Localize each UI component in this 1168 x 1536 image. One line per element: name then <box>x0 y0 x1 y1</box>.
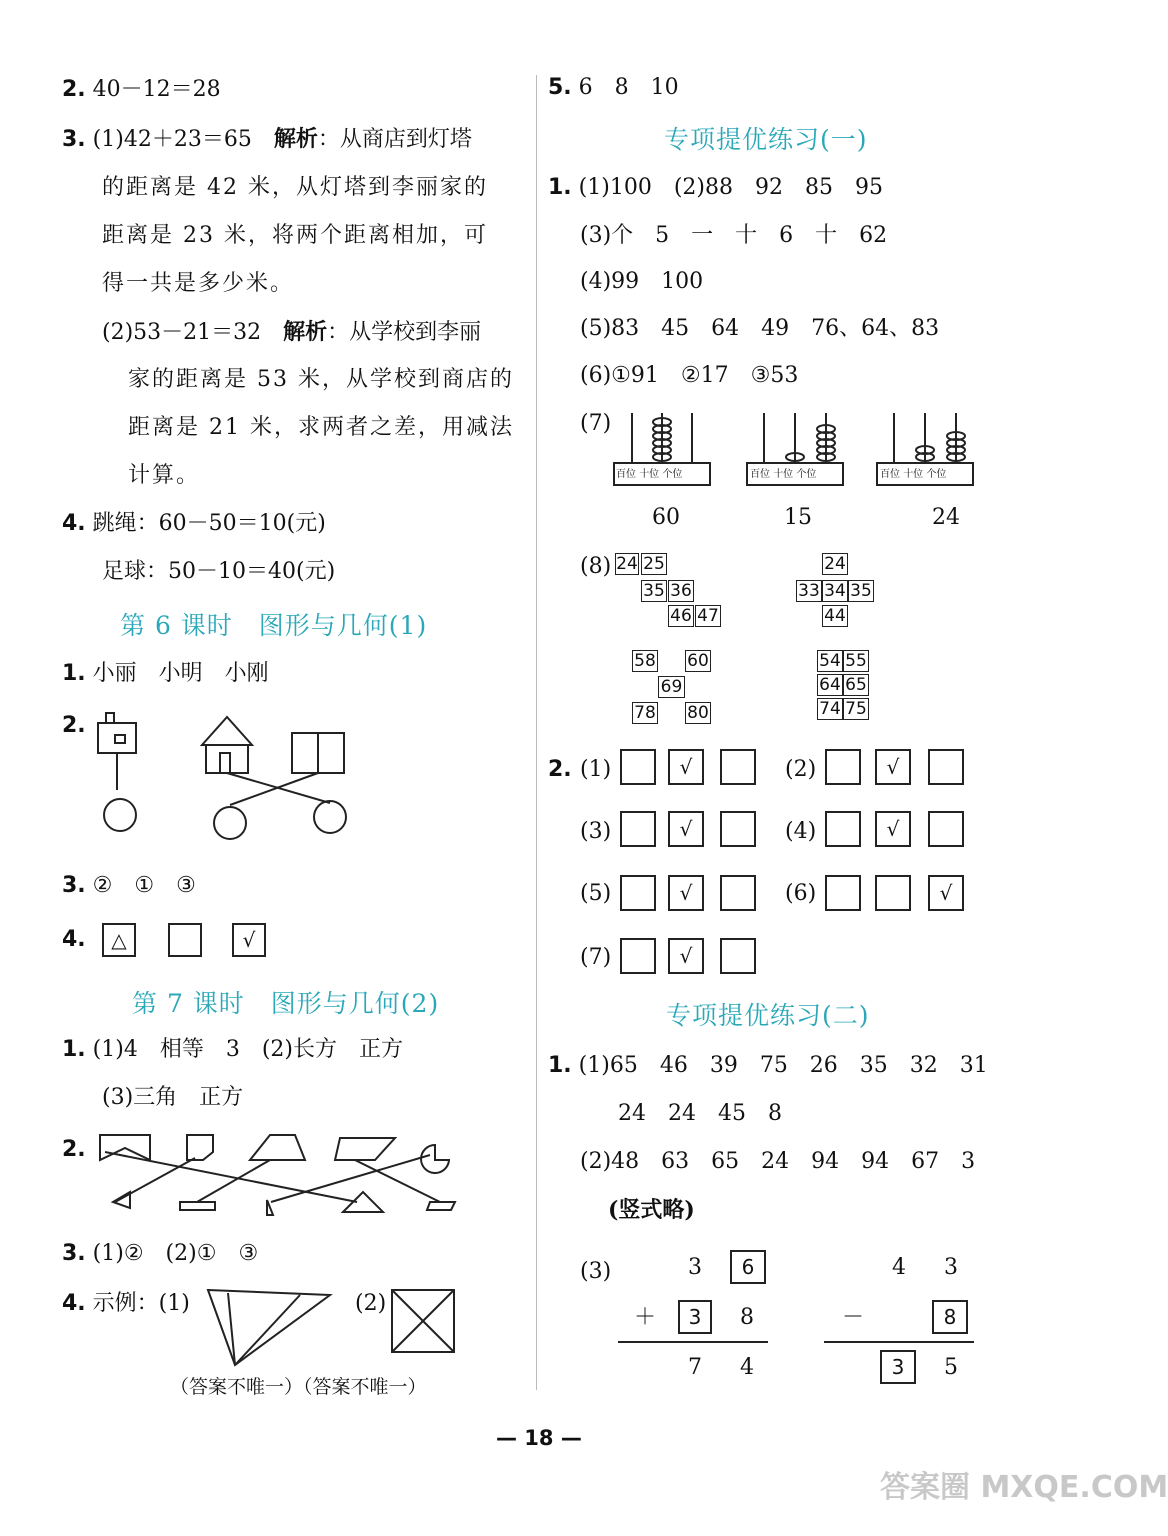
digit: 8 <box>740 1305 754 1330</box>
digit: 7 <box>688 1355 702 1380</box>
left-line-10 <box>62 510 326 538</box>
column-divider <box>536 75 537 1390</box>
line-text: 6 8 10 <box>578 75 679 100</box>
grid-cell: 35 <box>641 580 667 602</box>
item-number: 1. <box>62 661 86 686</box>
abacus-label: 个位 <box>926 469 947 480</box>
grid-cell: 44 <box>822 605 848 627</box>
answer-box <box>928 749 964 785</box>
abacus-label: 百位 <box>616 469 636 480</box>
item-number: 2. <box>548 757 572 782</box>
right-q1-7: (7) <box>580 411 612 436</box>
house-animal-matching-figure <box>90 705 370 855</box>
line-text: ② ① ③ <box>92 873 196 898</box>
s7-q2-number: 2. <box>62 1137 86 1162</box>
digit: 3 <box>891 1355 905 1379</box>
grid-cell: 33 <box>796 580 822 602</box>
check-mark-icon: √ <box>679 944 693 968</box>
item-number: 5. <box>548 75 572 100</box>
grid-cell: 60 <box>685 650 711 672</box>
left-line-4: 距离是 23 米，将两个距离相加，可 <box>102 223 488 248</box>
grid-cell: 65 <box>843 674 869 696</box>
plus-sign: ＋ <box>634 1305 657 1330</box>
item-number: 3. <box>62 873 86 898</box>
analysis-label: 解析 <box>273 126 318 152</box>
abacus-label-row-3 <box>880 465 946 480</box>
s7-q3 <box>62 1240 258 1268</box>
answer-box <box>825 875 861 911</box>
check-mark-icon: √ <box>939 881 953 905</box>
abacus-label: 十位 <box>903 469 924 480</box>
line-text: 示例：(1) <box>92 1291 190 1316</box>
abacus-value: 15 <box>784 505 812 530</box>
divided-shapes-figure <box>200 1285 470 1370</box>
animal-icon-2 <box>214 807 246 839</box>
right-q1-8: (8) <box>580 554 612 579</box>
abacus-label: 百位 <box>880 469 900 480</box>
part-label: (2) <box>785 757 817 782</box>
left-line-11: 足球：50－10＝40(元) <box>102 559 336 584</box>
grid-cell: 46 <box>668 605 694 627</box>
watermark-logo: 答案圈 MXQE.COM <box>880 1470 1168 1505</box>
line-text: (1)65 46 39 75 26 35 32 31 <box>578 1053 988 1078</box>
line-text: (1)4 相等 3 (2)长方 正方 <box>92 1037 403 1062</box>
abacus-label-row-1 <box>616 465 682 480</box>
left-line-8: 距离是 21 米，求两者之差，用减法 <box>128 415 514 440</box>
section-heading-lesson-7: 第 7 课时 图形与几何(2) <box>132 989 440 1018</box>
part-label: (1) <box>580 757 612 782</box>
line-text: ：从学校到李丽 <box>327 320 482 345</box>
answer-box <box>168 923 202 957</box>
answer-box <box>825 811 861 847</box>
animal-icon-1 <box>104 799 136 831</box>
digit: 6 <box>741 1255 755 1279</box>
abacus-value: 60 <box>652 505 680 530</box>
s7-q4 <box>62 1290 190 1318</box>
digit: 4 <box>740 1355 754 1380</box>
check-mark-icon: √ <box>886 755 900 779</box>
answer-box <box>620 749 656 785</box>
s6-q2-number: 2. <box>62 713 86 738</box>
abacus-label: 百位 <box>750 469 770 480</box>
s6-q1 <box>62 660 269 688</box>
grid-cell: 36 <box>668 580 694 602</box>
section-heading-special-1: 专项提优练习(一) <box>664 125 868 154</box>
section-heading-special-2: 专项提优练习(二) <box>666 1001 870 1030</box>
grid-cell: 35 <box>848 580 874 602</box>
right-q1-5: (5)83 45 64 49 76、64、83 <box>580 316 940 341</box>
shape-matching-figure <box>95 1130 475 1220</box>
section-heading-lesson-6: 第 6 课时 图形与几何(1) <box>120 611 428 640</box>
grid-cell: 55 <box>843 650 869 672</box>
line-text: 跳绳：60－50＝10(元) <box>92 511 326 536</box>
right-b1d: (竖式略) <box>608 1197 695 1223</box>
sum-line <box>618 1341 768 1343</box>
grid-cell: 24 <box>616 554 638 574</box>
grid-cell: 34 <box>822 580 848 602</box>
line-text: 小丽 小明 小刚 <box>92 661 269 686</box>
left-line-9: 计算。 <box>128 463 201 488</box>
s6-q3 <box>62 872 196 900</box>
part-label: (3) <box>580 1259 612 1284</box>
line-text: (1)42＋23＝65 <box>92 127 274 152</box>
grid-cell: 80 <box>685 702 711 724</box>
left-line-5: 得一共是多少米。 <box>102 271 295 296</box>
left-line-6 <box>102 318 481 347</box>
s6-q4-number: 4. <box>62 927 86 952</box>
item-number: 1. <box>548 1053 572 1078</box>
s7-q1a <box>62 1036 403 1064</box>
analysis-label: 解析 <box>283 319 328 345</box>
right-q1-1 <box>548 174 883 202</box>
check-mark-icon: √ <box>886 817 900 841</box>
minus-sign: － <box>842 1305 865 1330</box>
answer-box <box>875 875 911 911</box>
tall-house-icon <box>98 723 136 753</box>
grid-cell: 47 <box>695 605 721 627</box>
item-number: 3. <box>62 1241 86 1266</box>
line-text: (2)53－21＝32 <box>102 320 284 345</box>
answer-box <box>720 749 756 785</box>
grid-cell: 78 <box>632 702 658 724</box>
answer-box <box>620 811 656 847</box>
difference-line <box>824 1341 974 1343</box>
part-label: (7) <box>580 945 612 970</box>
item-number: 1. <box>62 1037 86 1062</box>
grid-cell: 25 <box>641 553 667 575</box>
digit: 3 <box>688 1305 702 1329</box>
answer-box <box>620 938 656 974</box>
part-label: (6) <box>785 881 817 906</box>
answer-box <box>720 875 756 911</box>
item-number: 4. <box>62 511 86 536</box>
item-number: 4. <box>62 1291 86 1316</box>
answer-box <box>720 938 756 974</box>
right-b1a <box>548 1052 988 1080</box>
line-text: (1)100 (2)88 92 85 95 <box>578 175 883 200</box>
grid-cell: 54 <box>817 650 843 672</box>
right-b1c: (2)48 63 65 24 94 94 67 3 <box>580 1149 976 1174</box>
check-mark-icon: √ <box>242 928 256 952</box>
answer-not-unique-note: （答案不唯一）（答案不唯一） <box>170 1376 427 1398</box>
left-line-1 <box>62 76 221 104</box>
s7-q4-part-2: (2) <box>355 1291 387 1316</box>
right-q1-6: (6)①91 ②17 ③53 <box>580 363 799 388</box>
answer-box <box>928 811 964 847</box>
abacus-value: 24 <box>932 505 960 530</box>
abacus-label: 个位 <box>796 469 817 480</box>
grid-cell: 75 <box>843 698 869 720</box>
answer-box <box>720 811 756 847</box>
digit: 8 <box>943 1305 957 1329</box>
answer-box <box>825 749 861 785</box>
abacus-label-row-2 <box>750 465 816 480</box>
item-number: 2. <box>62 77 86 102</box>
answer-box <box>620 875 656 911</box>
grid-cell: 64 <box>817 674 843 696</box>
triangle-mark: △ <box>111 928 127 952</box>
right-q1-4: (4)99 100 <box>580 269 704 294</box>
digit: 3 <box>688 1255 702 1280</box>
check-mark-icon: √ <box>679 817 693 841</box>
part-label: (5) <box>580 881 612 906</box>
digit: 4 <box>892 1255 906 1280</box>
animal-icon-3 <box>314 801 346 833</box>
item-number: 3. <box>62 127 86 152</box>
left-line-2 <box>62 125 472 154</box>
line-text: 40－12＝28 <box>92 77 221 102</box>
part-label: (3) <box>580 819 612 844</box>
abacus-label: 十位 <box>773 469 794 480</box>
left-line-3: 的距离是 42 米，从灯塔到李丽家的 <box>102 175 488 200</box>
grid-cell: 69 <box>658 676 685 698</box>
line-text: ：从商店到灯塔 <box>317 127 472 152</box>
abacus-label: 十位 <box>639 469 660 480</box>
line-text: (1)② (2)① ③ <box>92 1241 259 1266</box>
right-b1b: 24 24 45 8 <box>618 1101 782 1126</box>
digit: 5 <box>944 1355 958 1380</box>
right-q5 <box>548 74 679 102</box>
grid-cell: 24 <box>822 553 848 575</box>
check-mark-icon: √ <box>679 755 693 779</box>
page-number: — 18 — <box>496 1426 582 1450</box>
check-mark-icon: √ <box>679 881 693 905</box>
grid-cell: 74 <box>817 698 843 720</box>
digit: 3 <box>944 1255 958 1280</box>
part-label: (4) <box>785 819 817 844</box>
s7-q1b: (3)三角 正方 <box>102 1085 244 1110</box>
grid-cell: 58 <box>632 650 658 672</box>
right-q1-3: (3)个 5 一 十 6 十 62 <box>580 223 888 248</box>
abacus-label: 个位 <box>662 469 683 480</box>
item-number: 1. <box>548 175 572 200</box>
gable-house-icon <box>202 717 252 745</box>
left-line-7: 家的距离是 53 米，从学校到商店的 <box>128 367 514 392</box>
